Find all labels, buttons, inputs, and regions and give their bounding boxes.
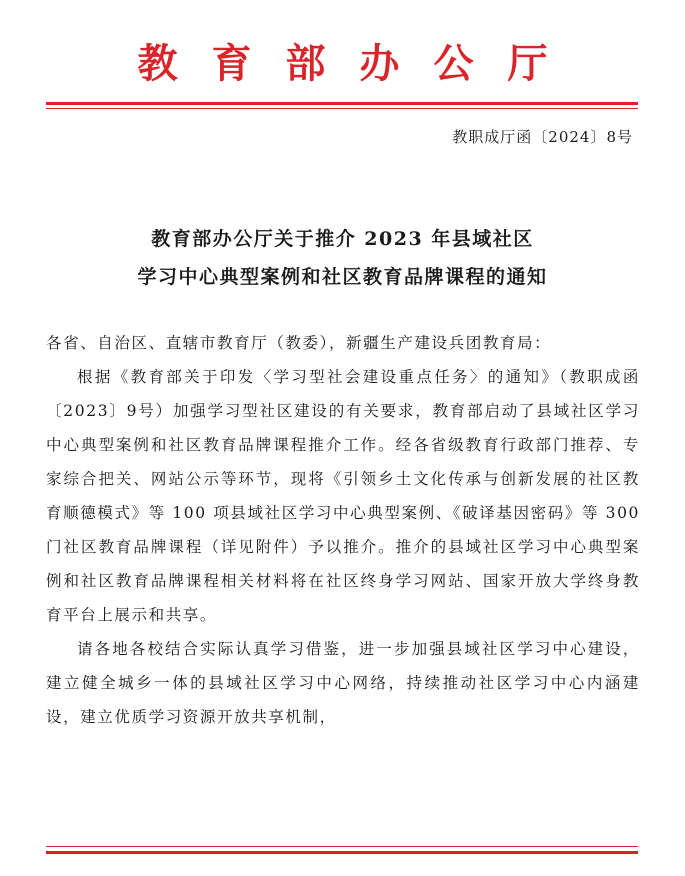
- letterhead-rule-thick: [46, 102, 638, 105]
- document-title-line-1: 教育部办公厅关于推介 2023 年县域社区: [151, 228, 534, 250]
- letterhead-title: 教育部办公厅: [137, 40, 582, 87]
- document-title-line-2: 学习中心典型案例和社区教育品牌课程的通知: [137, 266, 548, 288]
- footer-rule-thin: [46, 846, 638, 847]
- footer-rule-thick: [46, 851, 638, 854]
- document-body: [46, 326, 640, 734]
- document-number: 教职成厅函〔2024〕8号: [452, 128, 633, 146]
- paragraph-1: 根据《教育部关于印发〈学习型社会建设重点任务〉的通知》（教职成函〔2023〕9号）加强学习型社区建设的有关要求，教育部启动了县域社区学习中心典型案例和社区教育品牌课程推介工作。经各省级教育行政部门推荐、专家综合把关、网站公示等环节，现将《引领乡土文化传承与创新发展的社区教育顺德模式》等 100 项县域社区学习中心典型案例、《破译基因密码》等 300 门社区教育品牌课程（详见附件）予以推介。推介的县域社区学习中心典型案例和社区教育品牌课程相关材料将在社区终身学习网站、国家开放大学终身教育平台上展示和共享。: [46, 368, 640, 624]
- letterhead-rule-thin: [46, 108, 638, 109]
- paragraph-2: 请各地各校结合实际认真学习借鉴，进一步加强县域社区学习中心建设，建立健全城乡一体的县域社区学习中心网络，持续推动社区学习中心内涵建设，建立优质学习资源开放共享机制，: [46, 640, 640, 726]
- salutation: 各省、自治区、直辖市教育厅（教委），新疆生产建设兵团教育局：: [46, 334, 552, 352]
